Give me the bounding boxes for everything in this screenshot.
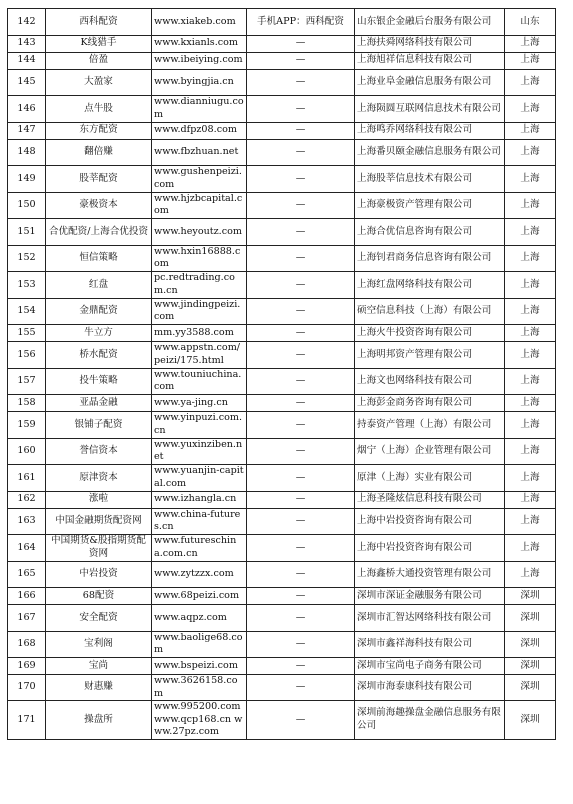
operating-company-cell: 深圳市海泰康科技有限公司 (355, 675, 505, 701)
website-url-cell: www.appstn.com/peizi/175.html (152, 342, 247, 369)
row-number-cell: 160 (8, 438, 46, 465)
platform-name-cell: 操盘所 (46, 701, 152, 740)
row-number-cell: 155 (8, 325, 46, 342)
operating-company-cell: 上海鸣乔网络科技有限公司 (355, 122, 505, 139)
website-url-cell: www.aqpz.com (152, 605, 247, 632)
region-cell: 上海 (505, 491, 556, 508)
operating-company-cell: 原津（上海）实业有限公司 (355, 465, 505, 492)
table-row (8, 605, 556, 632)
row-number-cell: 164 (8, 535, 46, 562)
table-row (8, 219, 556, 246)
website-url-cell: www.dfpz08.com (152, 122, 247, 139)
table-row (8, 122, 556, 139)
website-url-cell: www.futureschina.com.cn (152, 535, 247, 562)
platform-name-cell: 西科配资 (46, 9, 152, 36)
platform-name-cell: 翻倍赚 (46, 139, 152, 166)
website-url-cell: www.heyoutz.com (152, 219, 247, 246)
table-row (8, 35, 556, 52)
row-number-cell: 159 (8, 412, 46, 439)
app-name-cell: — (247, 69, 355, 96)
app-name-cell: — (247, 96, 355, 123)
row-number-cell: 163 (8, 508, 46, 535)
app-name-cell: — (247, 605, 355, 632)
operating-company-cell: 上海股莘信息技术有限公司 (355, 166, 505, 193)
table-row (8, 272, 556, 299)
region-cell: 上海 (505, 272, 556, 299)
operating-company-cell: 上海红盘网络科技有限公司 (355, 272, 505, 299)
region-cell: 上海 (505, 122, 556, 139)
app-name-cell: — (247, 631, 355, 658)
region-cell: 上海 (505, 245, 556, 272)
app-name-cell: — (247, 535, 355, 562)
website-url-cell: mm.yy3588.com (152, 325, 247, 342)
operating-company-cell: 上海中岩投资咨询有限公司 (355, 508, 505, 535)
region-cell: 上海 (505, 96, 556, 123)
app-name-cell: — (247, 491, 355, 508)
row-number-cell: 152 (8, 245, 46, 272)
website-url-cell: www.yuxinziben.net (152, 438, 247, 465)
region-cell: 上海 (505, 561, 556, 588)
operating-company-cell: 上海圣隆炫信息科技有限公司 (355, 491, 505, 508)
row-number-cell: 154 (8, 298, 46, 325)
table-row (8, 508, 556, 535)
table-row (8, 342, 556, 369)
region-cell: 深圳 (505, 675, 556, 701)
website-url-cell: www.china-futures.cn (152, 508, 247, 535)
operating-company-cell: 上海文也网络科技有限公司 (355, 368, 505, 395)
app-name-cell: — (247, 465, 355, 492)
region-cell: 上海 (505, 35, 556, 52)
website-url-cell: www.68peizi.com (152, 588, 247, 605)
platform-name-cell: 银铺子配资 (46, 412, 152, 439)
region-cell: 山东 (505, 9, 556, 36)
region-cell: 上海 (505, 342, 556, 369)
table-row (8, 325, 556, 342)
app-name-cell: — (247, 701, 355, 740)
row-number-cell: 166 (8, 588, 46, 605)
table-row (8, 412, 556, 439)
table-row (8, 465, 556, 492)
table-row (8, 139, 556, 166)
website-url-cell: pc.redtrading.com.cn (152, 272, 247, 299)
operating-company-cell: 上海扶舜网络科技有限公司 (355, 35, 505, 52)
row-number-cell: 169 (8, 658, 46, 675)
platform-name-cell: 宝利阁 (46, 631, 152, 658)
region-cell: 上海 (505, 395, 556, 412)
registry-table (7, 8, 556, 740)
app-name-cell: — (247, 342, 355, 369)
row-number-cell: 150 (8, 192, 46, 219)
platform-name-cell: 亚晶金融 (46, 395, 152, 412)
registry-table-page (7, 8, 555, 740)
platform-name-cell: 涨啦 (46, 491, 152, 508)
website-url-cell: www.yinpuzi.com.cn (152, 412, 247, 439)
platform-name-cell: 安全配资 (46, 605, 152, 632)
row-number-cell: 153 (8, 272, 46, 299)
region-cell: 上海 (505, 52, 556, 69)
app-name-cell: — (247, 192, 355, 219)
operating-company-cell: 深圳市宝尚电子商务有限公司 (355, 658, 505, 675)
website-url-cell: www.xiakeb.com (152, 9, 247, 36)
table-row (8, 395, 556, 412)
table-row (8, 52, 556, 69)
app-name-cell: — (247, 139, 355, 166)
table-row (8, 535, 556, 562)
region-cell: 上海 (505, 438, 556, 465)
app-name-cell: — (247, 412, 355, 439)
platform-name-cell: 中国金融期货配资网 (46, 508, 152, 535)
platform-name-cell: 股莘配资 (46, 166, 152, 193)
platform-name-cell: 金鼎配资 (46, 298, 152, 325)
website-url-cell: www.byingjia.cn (152, 69, 247, 96)
app-name-cell: — (247, 675, 355, 701)
operating-company-cell: 硕空信息科技（上海）有限公司 (355, 298, 505, 325)
platform-name-cell: 财惠赚 (46, 675, 152, 701)
region-cell: 上海 (505, 368, 556, 395)
app-name-cell: — (247, 272, 355, 299)
website-url-cell: www.fbzhuan.net (152, 139, 247, 166)
operating-company-cell: 上海明邦资产管理有限公司 (355, 342, 505, 369)
website-url-cell: www.zytzzx.com (152, 561, 247, 588)
app-name-cell: — (247, 561, 355, 588)
row-number-cell: 171 (8, 701, 46, 740)
table-row (8, 438, 556, 465)
row-number-cell: 162 (8, 491, 46, 508)
row-number-cell: 161 (8, 465, 46, 492)
operating-company-cell: 山东银企金融后台服务有限公司 (355, 9, 505, 36)
app-name-cell: — (247, 35, 355, 52)
app-name-cell: — (247, 219, 355, 246)
table-row (8, 298, 556, 325)
row-number-cell: 170 (8, 675, 46, 701)
platform-name-cell: 誉信资本 (46, 438, 152, 465)
platform-name-cell: 合优配资/上海合优投资 (46, 219, 152, 246)
website-url-cell: www.ibeiying.com (152, 52, 247, 69)
row-number-cell: 142 (8, 9, 46, 36)
table-row (8, 631, 556, 658)
row-number-cell: 149 (8, 166, 46, 193)
region-cell: 上海 (505, 508, 556, 535)
platform-name-cell: 倍盈 (46, 52, 152, 69)
row-number-cell: 151 (8, 219, 46, 246)
operating-company-cell: 持泰资产管理（上海）有限公司 (355, 412, 505, 439)
platform-name-cell: 桥水配资 (46, 342, 152, 369)
operating-company-cell: 上海豪极资产管理有限公司 (355, 192, 505, 219)
platform-name-cell: 宝尚 (46, 658, 152, 675)
row-number-cell: 168 (8, 631, 46, 658)
region-cell: 深圳 (505, 658, 556, 675)
app-name-cell: — (247, 245, 355, 272)
table-row (8, 675, 556, 701)
table-row (8, 561, 556, 588)
row-number-cell: 143 (8, 35, 46, 52)
row-number-cell: 146 (8, 96, 46, 123)
row-number-cell: 167 (8, 605, 46, 632)
platform-name-cell: 中国期货&股指期货配资网 (46, 535, 152, 562)
operating-company-cell: 上海钊君商务信息咨询有限公司 (355, 245, 505, 272)
platform-name-cell: 牛立方 (46, 325, 152, 342)
region-cell: 上海 (505, 465, 556, 492)
table-row (8, 701, 556, 740)
operating-company-cell: 上海火牛投资咨询有限公司 (355, 325, 505, 342)
platform-name-cell: 红盘 (46, 272, 152, 299)
website-url-cell: www.ya-jing.cn (152, 395, 247, 412)
table-row (8, 588, 556, 605)
table-row (8, 166, 556, 193)
operating-company-cell: 上海旭祥信息科技有限公司 (355, 52, 505, 69)
platform-name-cell: K线猎手 (46, 35, 152, 52)
platform-name-cell: 投牛策略 (46, 368, 152, 395)
website-url-cell: www.touniuchina.com (152, 368, 247, 395)
table-row (8, 491, 556, 508)
operating-company-cell: 上海番贝颐金融信息服务有限公司 (355, 139, 505, 166)
platform-name-cell: 东方配资 (46, 122, 152, 139)
app-name-cell: — (247, 368, 355, 395)
app-name-cell: — (247, 166, 355, 193)
row-number-cell: 144 (8, 52, 46, 69)
app-name-cell: — (247, 508, 355, 535)
table-row (8, 9, 556, 36)
operating-company-cell: 深圳市汇智达网络科技有限公司 (355, 605, 505, 632)
website-url-cell: www.dianniugu.com (152, 96, 247, 123)
platform-name-cell: 原津资本 (46, 465, 152, 492)
table-row (8, 69, 556, 96)
platform-name-cell: 恒信策略 (46, 245, 152, 272)
table-row (8, 96, 556, 123)
region-cell: 上海 (505, 166, 556, 193)
platform-name-cell: 点牛股 (46, 96, 152, 123)
operating-company-cell: 上海彭金商务咨询有限公司 (355, 395, 505, 412)
website-url-cell: www.3626158.com (152, 675, 247, 701)
platform-name-cell: 68配资 (46, 588, 152, 605)
region-cell: 上海 (505, 325, 556, 342)
registry-table-body (8, 9, 556, 740)
operating-company-cell: 深圳前海趣操盘金融信息服务有限公司 (355, 701, 505, 740)
region-cell: 上海 (505, 139, 556, 166)
app-name-cell: — (247, 438, 355, 465)
website-url-cell: www.izhangla.cn (152, 491, 247, 508)
operating-company-cell: 深圳市鑫祥海科技有限公司 (355, 631, 505, 658)
operating-company-cell: 上海陨圆互联网信息技术有限公司 (355, 96, 505, 123)
operating-company-cell: 深圳市深证金融服务有限公司 (355, 588, 505, 605)
table-row (8, 245, 556, 272)
platform-name-cell: 中岩投资 (46, 561, 152, 588)
operating-company-cell: 上海鑫桥大通投资管理有限公司 (355, 561, 505, 588)
website-url-cell: www.bspeizi.com (152, 658, 247, 675)
app-name-cell: — (247, 658, 355, 675)
row-number-cell: 165 (8, 561, 46, 588)
website-url-cell: www.kxianls.com (152, 35, 247, 52)
region-cell: 上海 (505, 412, 556, 439)
region-cell: 深圳 (505, 605, 556, 632)
region-cell: 深圳 (505, 631, 556, 658)
app-name-cell: — (247, 395, 355, 412)
website-url-cell: www.hjzbcapital.com (152, 192, 247, 219)
region-cell: 上海 (505, 535, 556, 562)
platform-name-cell: 大盈家 (46, 69, 152, 96)
region-cell: 上海 (505, 192, 556, 219)
row-number-cell: 148 (8, 139, 46, 166)
operating-company-cell: 烟宁（上海）企业管理有限公司 (355, 438, 505, 465)
region-cell: 深圳 (505, 588, 556, 605)
app-name-cell: — (247, 325, 355, 342)
region-cell: 深圳 (505, 701, 556, 740)
row-number-cell: 158 (8, 395, 46, 412)
platform-name-cell: 豪极资本 (46, 192, 152, 219)
operating-company-cell: 上海合优信息咨询有限公司 (355, 219, 505, 246)
app-name-cell: — (247, 588, 355, 605)
row-number-cell: 156 (8, 342, 46, 369)
website-url-cell: www.baolige68.com (152, 631, 247, 658)
operating-company-cell: 上海中岩投资咨询有限公司 (355, 535, 505, 562)
region-cell: 上海 (505, 219, 556, 246)
row-number-cell: 145 (8, 69, 46, 96)
app-name-cell: — (247, 52, 355, 69)
operating-company-cell: 上海业阜金融信息服务有限公司 (355, 69, 505, 96)
website-url-cell: www.995200.com www.qcp168.cn www.27pz.com (152, 701, 247, 740)
website-url-cell: www.hxin16888.com (152, 245, 247, 272)
table-row (8, 368, 556, 395)
app-name-cell: 手机APP：西科配资 (247, 9, 355, 36)
row-number-cell: 157 (8, 368, 46, 395)
app-name-cell: — (247, 122, 355, 139)
app-name-cell: — (247, 298, 355, 325)
region-cell: 上海 (505, 69, 556, 96)
row-number-cell: 147 (8, 122, 46, 139)
website-url-cell: www.yuanjin-capital.com (152, 465, 247, 492)
region-cell: 上海 (505, 298, 556, 325)
table-row (8, 658, 556, 675)
website-url-cell: www.gushenpeizi.com (152, 166, 247, 193)
website-url-cell: www.jindingpeizi.com (152, 298, 247, 325)
table-row (8, 192, 556, 219)
